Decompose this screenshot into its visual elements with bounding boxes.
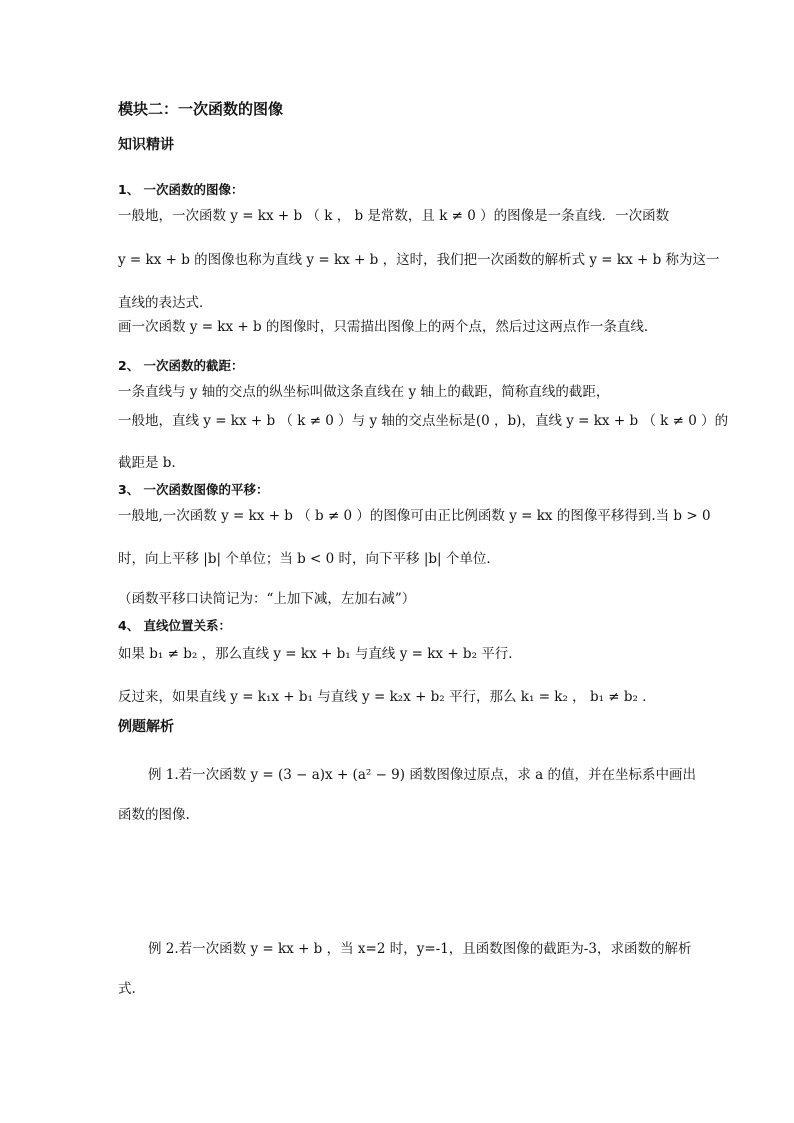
s3-heading: 3、 一次函数图像的平移：	[118, 482, 269, 497]
section-heading-examples: 例题解析	[118, 719, 174, 735]
example-2-line-2: 式.	[118, 981, 136, 997]
module-title: 模块二：一次函数的图像	[118, 100, 284, 118]
s3-paragraph-line-1: 一般地,一次函数 y = kx + b （ b ≠ 0 ）的图像可由正比例函数 y = kx 的图像平移得到.当 b > 0	[118, 508, 711, 524]
s3-mnemonic: （函数平移口诀简记为：“上加下减，左加右减”）	[118, 591, 416, 607]
s2-paragraph-line-1: 一条直线与 y 轴的交点的纵坐标叫做这条直线在 y 轴上的截距，简称直线的截距，	[118, 384, 610, 400]
s1-paragraph-line-2: y = kx + b 的图像也称为直线 y = kx + b ，这时，我们把一次函数的解析式 y = kx + b 称为这一	[118, 252, 720, 268]
s4-paragraph-line-2: 反过来，如果直线 y = k₁x + b₁ 与直线 y = k₂x + b₂ 平行，那么 k₁ = k₂ ， b₁ ≠ b₂ ．	[118, 689, 656, 705]
s2-paragraph-line-3: 截距是 b.	[118, 455, 176, 471]
example-1-line-2: 函数的图像.	[118, 807, 190, 823]
s2-heading: 2、 一次函数的截距：	[118, 358, 244, 373]
s3-paragraph-line-2: 时，向上平移 |b| 个单位；当 b < 0 时，向下平移 |b| 个单位．	[118, 551, 500, 567]
s4-paragraph-line-1: 如果 b₁ ≠ b₂ ，那么直线 y = kx + b₁ 与直线 y = kx + b₂ 平行．	[118, 646, 522, 662]
s1-paragraph-line-1: 一般地，一次函数 y = kx + b （ k ， b 是常数，且 k ≠ 0 ）的图像是一条直线．一次函数	[118, 208, 670, 224]
s1-paragraph-line-3: 直线的表达式．	[118, 295, 213, 311]
s1-paragraph-line-4: 画一次函数 y = kx + b 的图像时，只需描出图像上的两个点，然后过这两点作一条直线．	[118, 319, 658, 335]
s2-paragraph-line-2: 一般地，直线 y = kx + b （ k ≠ 0 ）与 y 轴的交点坐标是(0 ，b)，直线 y = kx + b （ k ≠ 0 ）的	[118, 413, 729, 429]
section-heading-knowledge: 知识精讲	[118, 137, 174, 153]
s1-heading: 1、 一次函数的图像：	[118, 182, 244, 197]
example-2-line-1: 例 2.若一次函数 y = kx + b ，当 x=2 时，y=-1，且函数图像的截距为-3，求函数的解析	[148, 941, 692, 957]
s4-heading: 4、 直线位置关系：	[118, 618, 232, 633]
example-1-line-1: 例 1.若一次函数 y = (3 − a)x + (a² − 9) 函数图像过原点，求 a 的值，并在坐标系中画出	[148, 767, 696, 783]
